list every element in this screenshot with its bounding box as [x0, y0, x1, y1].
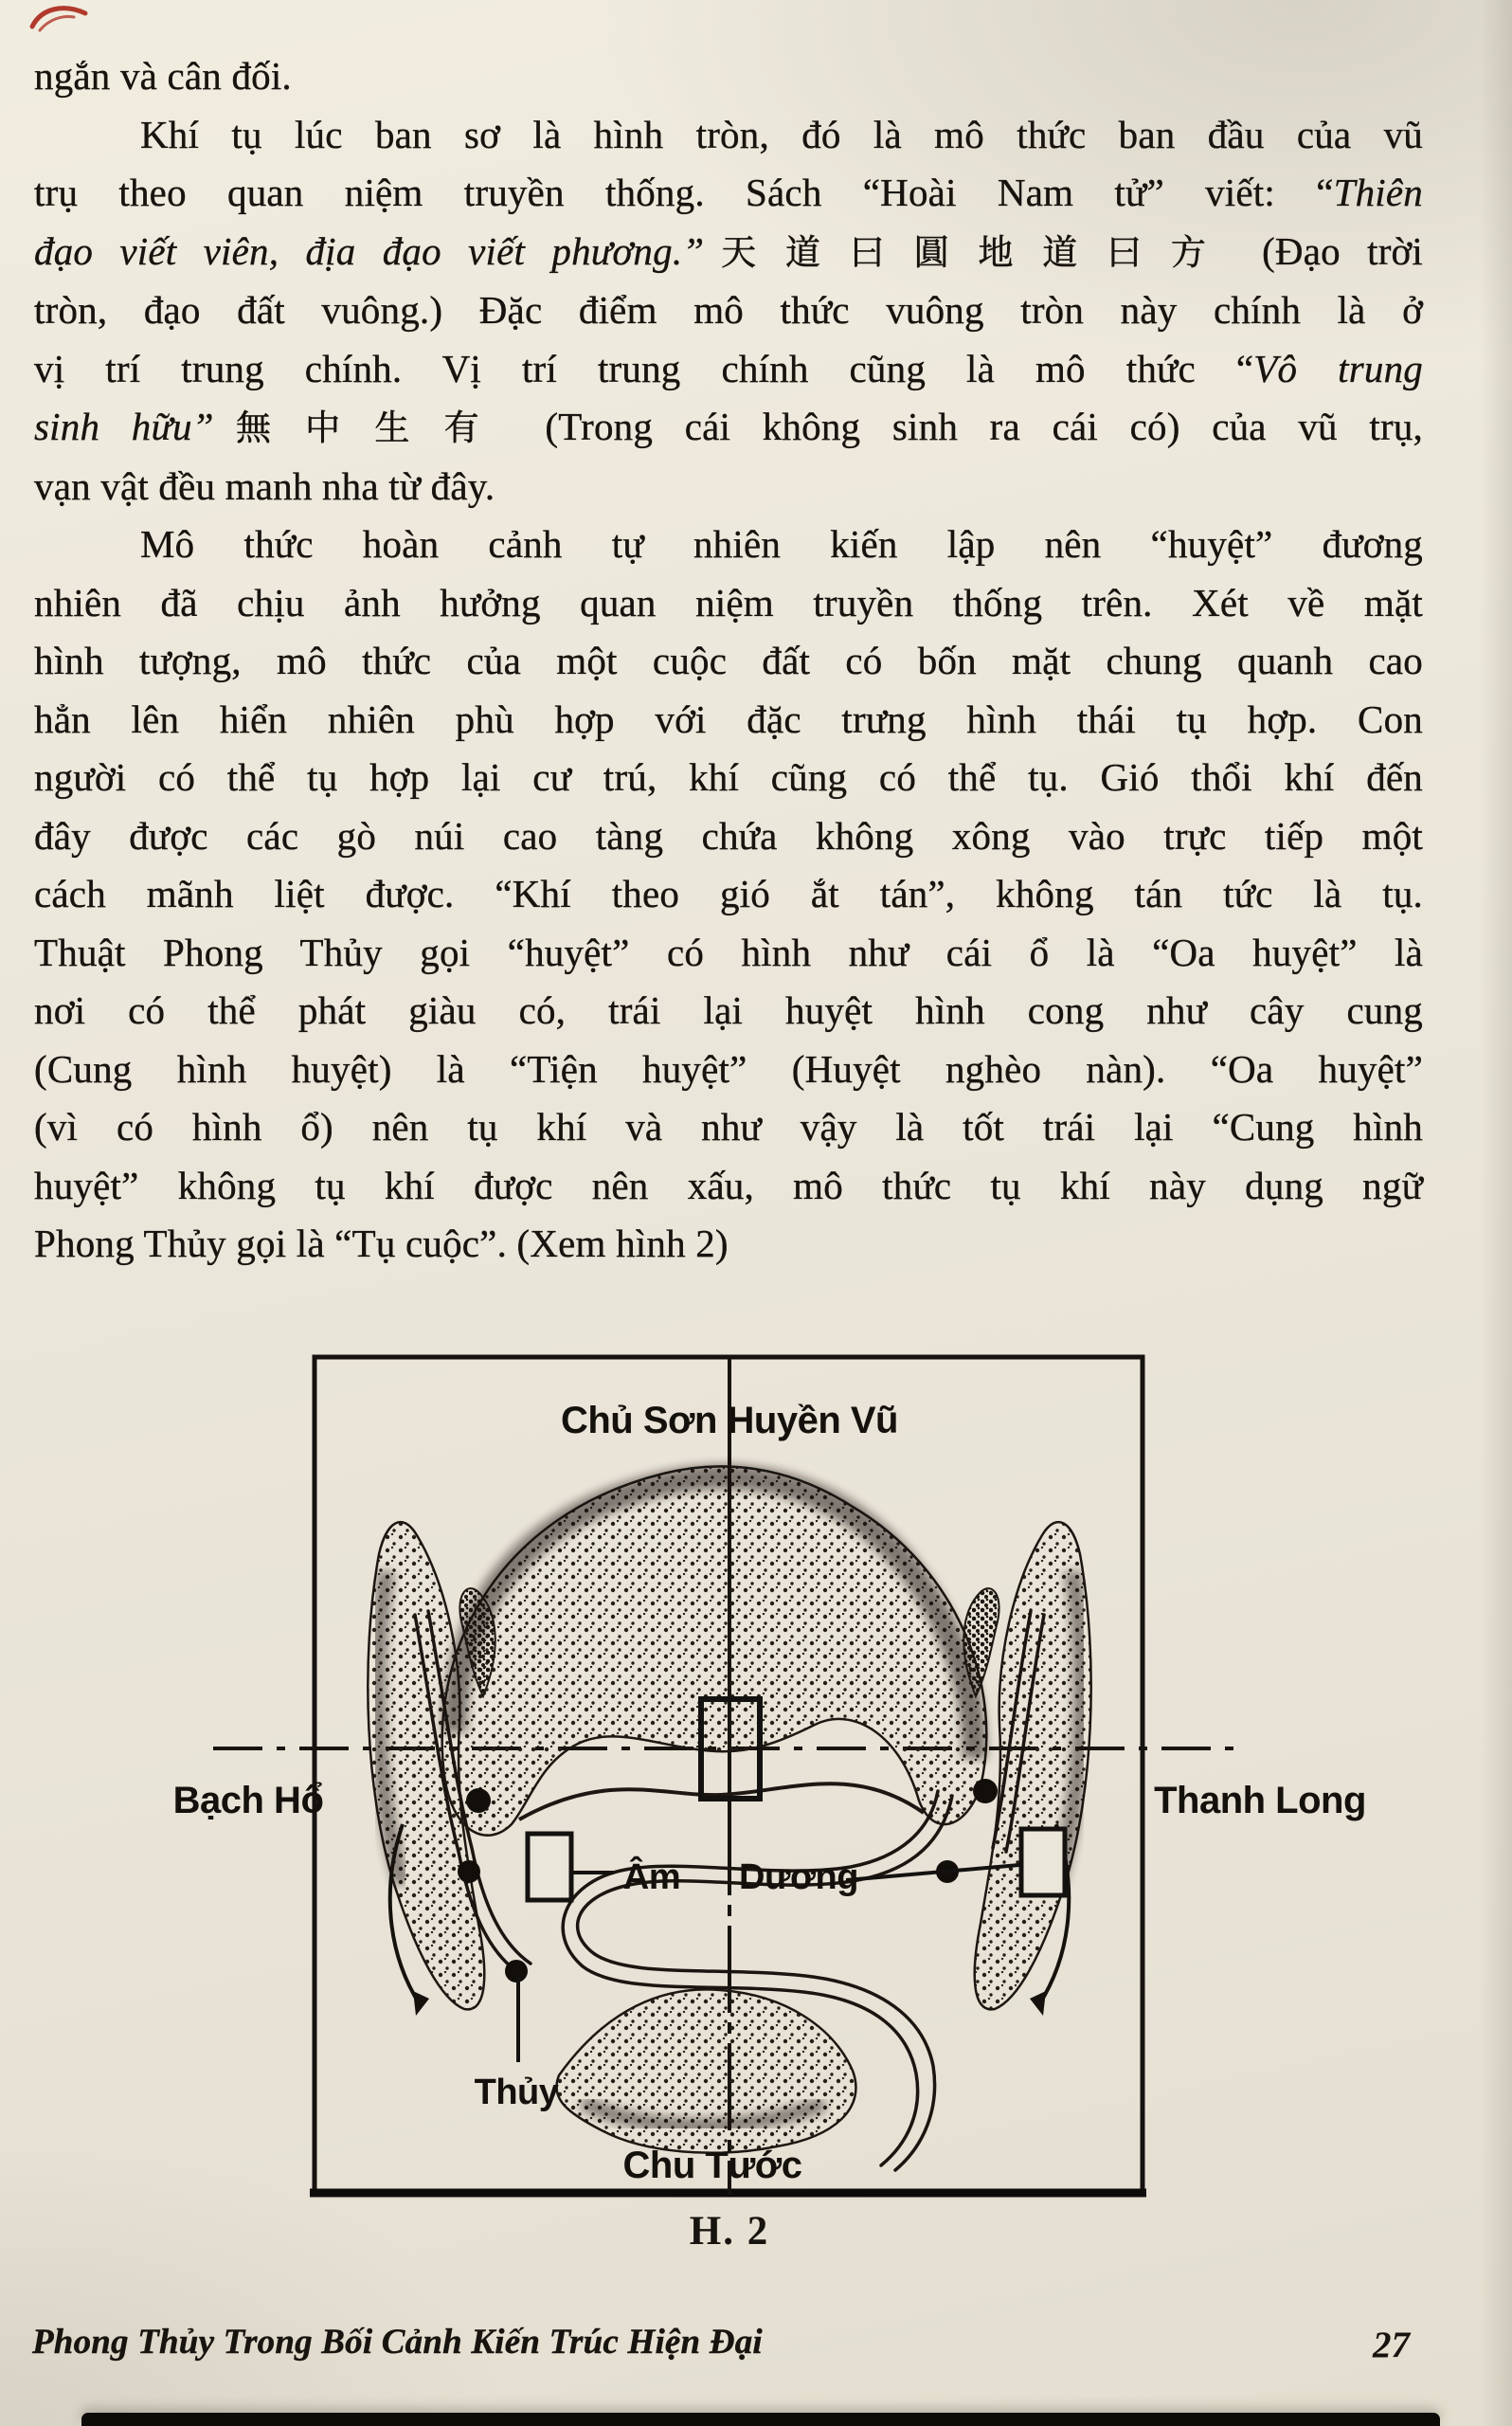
- text-line: [34, 516, 1423, 574]
- text-line: [34, 865, 1423, 924]
- text-run: Phong Thủy gọi là “Tụ cuộc”. (Xem hình 2): [34, 1222, 729, 1265]
- left-arrowhead-icon: [413, 1991, 429, 2016]
- text-line: [34, 281, 1423, 340]
- text-line: [34, 1041, 1423, 1099]
- text-run: Khí tụ lúc ban sơ là hình tròn, đó là mô thức ban đầu của vũ: [140, 112, 1423, 156]
- label-bach-ho: Bạch Hổ: [172, 1780, 324, 1821]
- text-run: (Trong cái không sinh ra cái có) của vũ trụ,: [513, 405, 1424, 448]
- label-thuy: Thủy: [474, 2073, 559, 2112]
- text-line: [34, 223, 1423, 282]
- text-run: (Đạo trời: [1234, 228, 1424, 273]
- node-dot: [466, 1788, 491, 1813]
- text-run-chinese: 無中生有: [213, 407, 513, 448]
- text-run: trụ theo quan niệm truyền thống. Sách “Hoài Nam tử” viết: “: [34, 171, 1334, 214]
- text-run: đây được các gò núi cao tàng chứa không xông vào trực tiếp một: [34, 813, 1423, 858]
- text-run: vạn vật đều manh nha từ đây.: [34, 463, 495, 508]
- fengshui-diagram: [0, 1334, 1512, 2225]
- text-line: [34, 458, 1423, 516]
- text-line: [34, 924, 1423, 983]
- text-run: người có thể tụ hợp lại cư trú, khí cũng có thể tụ. Gió thổi khí đến: [34, 755, 1423, 799]
- text-line: [34, 632, 1423, 691]
- text-run: nhiên đã chịu ảnh hưởng quan niệm truyền thống trên. Xét về mặt: [34, 580, 1423, 625]
- figure-h2: [0, 1334, 1512, 2225]
- text-run: cách mãnh liệt được. “Khí theo gió ắt tán”, không tán tức là tụ.: [34, 872, 1423, 915]
- text-line: [34, 749, 1423, 807]
- label-am: Âm: [622, 1857, 681, 1897]
- node-dot: [458, 1860, 480, 1883]
- page-bottom-scan-bar: [81, 2413, 1440, 2426]
- page-number: 27: [1373, 2325, 1410, 2365]
- text-line: [34, 982, 1423, 1041]
- text-line: [34, 340, 1423, 399]
- text-run: ngắn và cân đối.: [34, 54, 292, 98]
- red-ink-mark: [27, 2, 93, 36]
- text-run-italic: đạo viết viên, địa đạo viết phương.”: [34, 228, 705, 273]
- text-run-chinese: 天道曰圓地道曰方: [704, 231, 1235, 273]
- text-run: hẳn lên hiển nhiên phù hợp với đặc trưng hình thái tụ hợp. Con: [34, 697, 1423, 741]
- huyen-vu-mountain: [442, 1466, 987, 1835]
- text-line: [34, 164, 1423, 223]
- body-text: [34, 47, 1423, 1274]
- text-run-italic: sinh hữu”: [34, 405, 214, 448]
- text-run: vị trí trung chính. Vị trí trung chính cũng là mô thức “: [34, 346, 1254, 390]
- text-run: hình tượng, mô thức của một cuộc đất có bốn mặt chung quanh cao: [34, 639, 1423, 682]
- text-line: [34, 1215, 1423, 1274]
- text-run: Mô thức hoàn cảnh tự nhiên kiến lập nên “huyệt” đương: [140, 522, 1423, 566]
- text-run: tròn, đạo đất vuông.) Đặc điểm mô thức vuông tròn này chính là ở: [34, 288, 1423, 332]
- label-chu-tuoc: Chu Tước: [622, 2145, 802, 2186]
- label-duong: Dương: [739, 1857, 858, 1897]
- text-run: (Cung hình huyệt) là “Tiện huyệt” (Huyệt nghèo nàn). “Oa huyệt”: [34, 1046, 1423, 1091]
- huyen-vu-inner-curve: [519, 1783, 924, 1820]
- text-run: huyệt” không tụ khí được nên xấu, mô thức tụ khí này dụng ngữ: [34, 1163, 1423, 1207]
- text-line: [34, 398, 1423, 458]
- am-marker-rect: [528, 1834, 571, 1900]
- text-run: nơi có thể phát giàu có, trái lại huyệt hình cong như cây cung: [34, 988, 1423, 1032]
- node-dot: [973, 1779, 998, 1803]
- right-arrowhead-icon: [1030, 1991, 1046, 2016]
- text-line: [34, 1098, 1423, 1157]
- text-line: [34, 691, 1423, 750]
- figure-caption: H. 2: [689, 2209, 770, 2254]
- text-run: (vì có hình ổ) nên tụ khí và như vậy là tốt trái lại “Cung hình: [34, 1105, 1423, 1149]
- label-thanh-long: Thanh Long: [1154, 1780, 1366, 1821]
- duong-marker-rect: [1021, 1829, 1065, 1895]
- text-line: [34, 47, 1423, 106]
- text-run: Thuật Phong Thủy gọi “huyệt” có hình như cái ổ là “Oa huyệt” là: [34, 930, 1423, 974]
- text-line: [34, 807, 1423, 866]
- label-chu-son-huyen-vu: Chủ Sơn Huyền Vũ: [560, 1400, 899, 1441]
- text-run-italic: Thiên: [1333, 171, 1423, 214]
- text-line: [34, 574, 1423, 633]
- text-line: [34, 106, 1423, 165]
- text-line: [34, 1157, 1423, 1216]
- text-run-italic: Vô trung: [1253, 346, 1423, 390]
- running-footer-title: Phong Thủy Trong Bối Cảnh Kiến Trúc Hiện Đại: [32, 2323, 763, 2362]
